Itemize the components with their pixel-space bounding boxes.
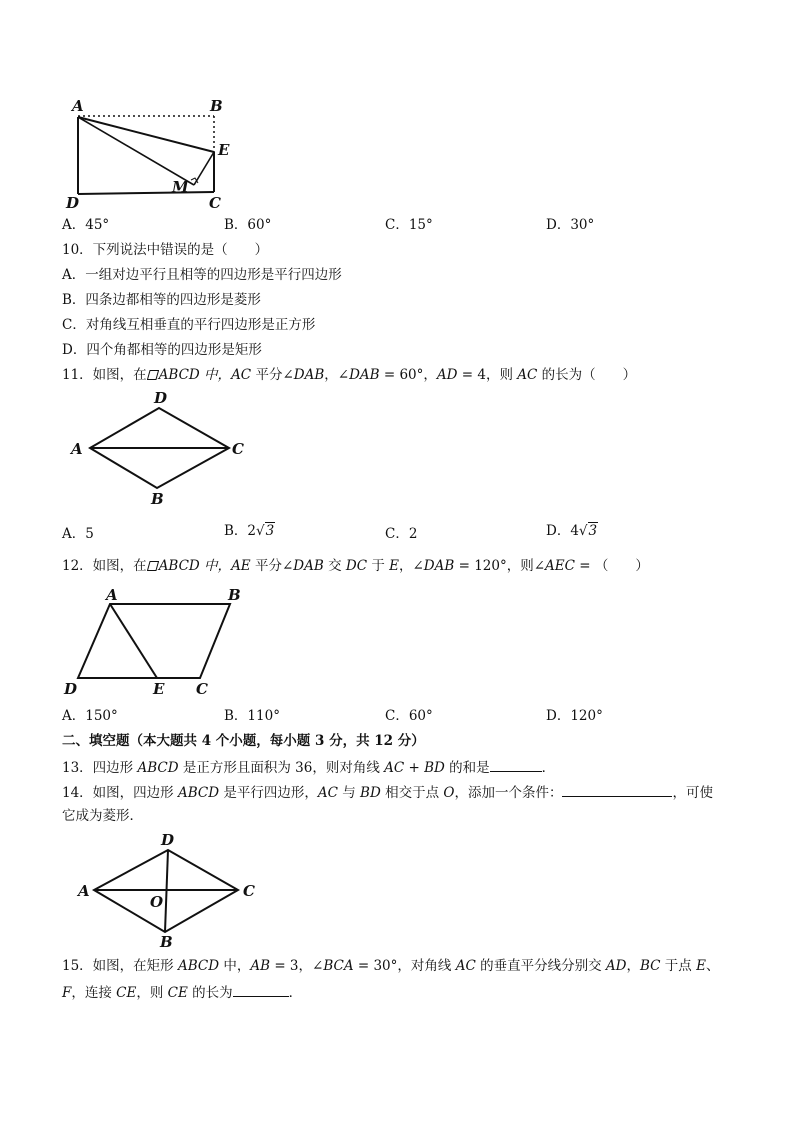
q9-label-c: C <box>209 194 221 210</box>
q9-segment-me <box>194 152 214 185</box>
q15-abcd: ABCD <box>177 958 220 974</box>
q12-text-4: 交 <box>323 558 346 574</box>
q15-text-15: 、 <box>705 958 720 974</box>
q11-label-a: A <box>71 440 83 458</box>
q12-figure <box>60 583 260 698</box>
q13-period: ． <box>541 760 556 776</box>
q15-answer-blank[interactable] <box>233 982 289 997</box>
q9-segment-am <box>78 117 194 185</box>
q12-angle-dab-2: DAB <box>423 558 455 574</box>
q11-parallelogram-name: ABCD 中， <box>158 367 232 383</box>
q10-option-d[interactable]: D．四个角都相等的四边形是矩形 <box>62 342 262 358</box>
q11-angle-dab-2: DAB <box>349 367 380 383</box>
q11-label-d: D <box>154 389 168 407</box>
q9-label-d: D <box>66 194 80 210</box>
q10-option-a[interactable]: A．一组对边平行且相等的四边形是平行四边形 <box>62 267 342 283</box>
q14-text-10: ，可使 <box>672 785 713 801</box>
q10-option-c[interactable]: C．对角线互相垂直的平行四边形是正方形 <box>62 317 316 333</box>
q14-label-o: O <box>150 893 164 911</box>
q15-ce-2: CE <box>167 985 188 1001</box>
q12-angle-dab: DAB <box>293 558 324 574</box>
q15-f: F <box>62 985 72 1001</box>
q12-option-a[interactable]: A．150° <box>62 708 118 724</box>
q12-segment-ae <box>110 604 157 678</box>
q10-option-b[interactable]: B．四条边都相等的四边形是菱形 <box>62 292 261 308</box>
q14-text-9: ，添加一个条件： <box>454 785 563 801</box>
q14-ac: AC <box>317 785 338 801</box>
q12-label-e: E <box>153 680 165 698</box>
q15-period: ． <box>288 985 303 1001</box>
q14-answer-blank[interactable] <box>562 782 672 797</box>
q14-text-7: 相交于点 <box>380 785 444 801</box>
q11-text-8: = 4，则 <box>457 367 518 383</box>
q12-option-d[interactable]: D．120° <box>546 708 603 724</box>
q9-label-b: B <box>210 97 223 115</box>
q13-ac: AC <box>384 760 405 776</box>
q15-ac: AC <box>455 958 476 974</box>
q11-label-b: B <box>151 490 164 508</box>
q14-bd: BD <box>360 785 381 801</box>
q14-label-d: D <box>161 831 175 849</box>
q12-text-8: ，∠ <box>398 558 424 574</box>
q9-option-c[interactable]: C．15° <box>385 217 433 233</box>
q13-text-7: 的和是 <box>444 760 490 776</box>
q15-stem <box>62 957 719 975</box>
q13-abcd: ABCD <box>137 760 179 776</box>
q15-text-11: ， <box>626 958 640 974</box>
q11-text-2: 平分∠ <box>251 367 294 383</box>
q14-o: O <box>443 785 455 801</box>
q11-figure <box>65 388 255 510</box>
q11-option-b[interactable] <box>224 522 275 540</box>
q9-option-b[interactable]: B．60° <box>224 217 272 233</box>
q12-label-c: C <box>196 680 208 698</box>
q9-option-d[interactable]: D．30° <box>546 217 595 233</box>
q15-bc: BC <box>639 958 661 974</box>
q11-option-c[interactable]: C．2 <box>385 526 418 542</box>
q12-option-c[interactable]: C．60° <box>385 708 433 724</box>
q15-text-1: 15．如图，在矩形 <box>62 958 178 974</box>
q15-ad: AD <box>605 958 627 974</box>
q10-stem: 10．下列说法中错误的是（ ） <box>62 242 269 258</box>
q11-stem <box>62 366 636 384</box>
q12-option-b[interactable]: B．110° <box>224 708 280 724</box>
q11-option-d[interactable] <box>546 522 598 540</box>
q15-text-5: = 3，∠ <box>270 958 324 974</box>
q15-text-13: 于点 <box>660 958 697 974</box>
q12-angle-aec: AEC <box>545 558 575 574</box>
q9-segment-ae <box>78 117 214 152</box>
q13-bd: BD <box>424 760 445 776</box>
q12-parallelogram-name: ABCD 中， <box>158 558 232 574</box>
q11-option-b-coef: B．2 <box>224 523 257 539</box>
parallelogram-icon <box>147 370 159 380</box>
q14-label-a: A <box>78 882 90 900</box>
q14-label-c: C <box>243 882 255 900</box>
q15-ab: AB <box>250 958 271 974</box>
parallelogram-icon <box>147 561 159 571</box>
q9-figure <box>60 95 250 210</box>
q12-text-6: 于 <box>367 558 390 574</box>
q14-text-5: 与 <box>337 785 361 801</box>
q11-num: 11．如图，在 <box>62 367 147 383</box>
q11-text-10: 的长为（ ） <box>537 367 637 383</box>
section-title: 二、填空题（本大题共 4 个小题，每小题 3 分，共 12 分） <box>62 733 425 749</box>
q12-ae: AE <box>231 558 251 574</box>
q11-option-b-radicand: 3 <box>265 523 275 539</box>
q15-e: E <box>696 958 706 974</box>
q14-figure <box>70 828 270 952</box>
q14-text-1: 14．如图，四边形 <box>62 785 178 801</box>
q15-line-2 <box>62 982 302 1002</box>
q12-e: E <box>389 558 399 574</box>
q15-text-7: = 30°，对角线 <box>353 958 456 974</box>
q13-stem <box>62 757 555 777</box>
q14-text-3: 是平行四边形， <box>219 785 318 801</box>
q12-text-2: 平分∠ <box>250 558 294 574</box>
q14-abcd: ABCD <box>177 785 220 801</box>
q11-ad: AD <box>436 367 458 383</box>
q11-angle-dab: DAB <box>293 367 325 383</box>
q11-text-4: ，∠ <box>324 367 350 383</box>
q9-option-a[interactable]: A．45° <box>62 217 110 233</box>
q13-answer-blank[interactable] <box>490 757 542 772</box>
q15-text-3: 中， <box>219 958 251 974</box>
q15-ce: CE <box>116 985 137 1001</box>
q14-stem <box>62 782 713 802</box>
q15-text-l2b: ，连接 <box>71 985 117 1001</box>
q12-label-d: D <box>64 680 78 698</box>
sqrt-icon: √ <box>256 523 265 539</box>
q12-parallelogram <box>78 604 230 678</box>
q12-label-a: A <box>106 586 118 604</box>
q11-ac: AC <box>231 367 252 383</box>
q12-label-b: B <box>228 586 241 604</box>
q12-stem <box>62 557 649 575</box>
q9-label-a: A <box>72 97 84 115</box>
q13-text-3: 是正方形且面积为 36，则对角线 <box>178 760 385 776</box>
q11-option-a[interactable]: A．5 <box>62 526 94 542</box>
q9-segment-dc <box>78 192 214 194</box>
q14-label-b: B <box>160 933 173 951</box>
q15-text-l2d: ，则 <box>136 985 168 1001</box>
q12-text-12: = （ ） <box>574 558 649 574</box>
q12-dc: DC <box>345 558 368 574</box>
q9-label-m: M <box>172 178 189 196</box>
q11-option-d-coef: D．4 <box>546 523 579 539</box>
q15-text-l2f: 的长为 <box>187 985 233 1001</box>
q13-text-1: 13．四边形 <box>62 760 138 776</box>
q13-plus: + <box>404 760 425 776</box>
q11-ac-2: AC <box>517 367 538 383</box>
q15-angle-bca: BCA <box>323 958 354 974</box>
q15-text-9: 的垂直平分线分别交 <box>475 958 606 974</box>
sqrt-icon: √ <box>578 523 588 539</box>
q9-label-e: E <box>218 141 230 159</box>
q11-label-c: C <box>232 440 244 458</box>
q12-text-10: = 120°，则∠ <box>454 558 546 574</box>
q14-line-2: 它成为菱形． <box>62 808 143 824</box>
q11-text-6: = 60°， <box>379 367 437 383</box>
q11-option-d-radicand: 3 <box>588 523 598 539</box>
q12-num: 12．如图，在 <box>62 558 147 574</box>
